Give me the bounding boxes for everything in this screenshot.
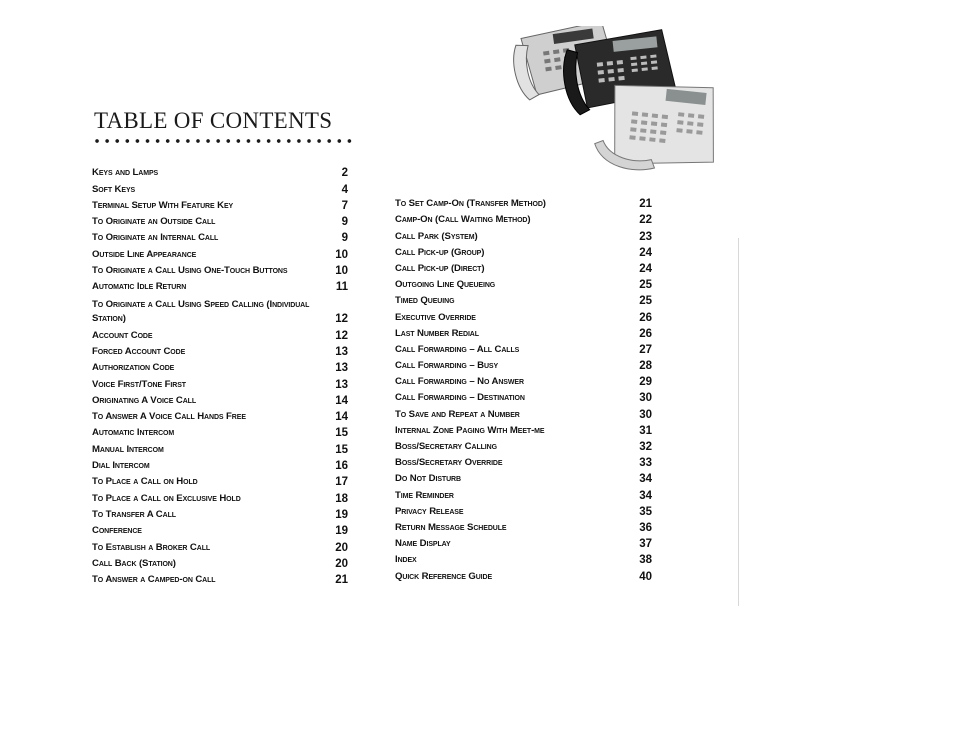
toc-entry[interactable] xyxy=(92,294,348,326)
toc-entry[interactable] xyxy=(395,308,652,324)
toc-entry-page: 13 xyxy=(335,362,348,375)
toc-entry-page: 25 xyxy=(639,279,652,292)
toc-entry-page: 35 xyxy=(639,505,652,518)
page-title: TABLE OF CONTENTS xyxy=(94,108,333,133)
toc-entry[interactable] xyxy=(92,392,348,408)
toc-entry-label: Call Forwarding – No Answer xyxy=(395,376,524,388)
toc-entry[interactable] xyxy=(92,213,348,229)
toc-entry-label: To Originate an Internal Call xyxy=(92,232,219,244)
toc-entry-label: Call Pick-up (Group) xyxy=(395,246,485,258)
toc-entry-page: 13 xyxy=(335,378,348,391)
toc-entry-label: Originating A Voice Call xyxy=(92,394,197,406)
toc-entry-page: 23 xyxy=(639,230,652,243)
toc-entry[interactable] xyxy=(92,245,348,261)
toc-entry[interactable] xyxy=(395,567,652,583)
toc-entry[interactable] xyxy=(92,538,348,554)
toc-entry-label: Conference xyxy=(92,525,142,537)
toc-entry-page: 34 xyxy=(639,489,652,502)
toc-entry-page: 32 xyxy=(639,441,652,453)
toc-entry-label: Call Forwarding – Busy xyxy=(395,360,499,372)
toc-entry-page: 9 xyxy=(341,232,348,245)
toc-entry-label: To Answer A Voice Call Hands Free xyxy=(92,411,246,423)
toc-entry[interactable] xyxy=(92,571,348,587)
toc-entry[interactable] xyxy=(92,359,348,375)
toc-entry-page: 24 xyxy=(639,262,652,275)
toc-entry-label: Automatic Intercom xyxy=(92,427,175,439)
toc-entry[interactable] xyxy=(395,373,652,389)
toc-entry-label: Terminal Setup With Feature Key xyxy=(92,199,234,211)
toc-entry-label: Executive Override xyxy=(395,311,476,323)
toc-entry[interactable] xyxy=(92,408,348,424)
toc-entry[interactable] xyxy=(395,389,652,405)
toc-entry[interactable] xyxy=(395,503,652,519)
toc-entry[interactable] xyxy=(395,260,652,276)
toc-entry[interactable] xyxy=(395,227,652,243)
toc-entry-page: 9 xyxy=(341,216,348,229)
toc-entry-page: 38 xyxy=(639,554,652,567)
toc-entry-page: 10 xyxy=(335,265,348,278)
toc-entry[interactable] xyxy=(395,244,652,260)
toc-entry-label: Keys and Lamps xyxy=(92,167,159,179)
toc-entry-page: 18 xyxy=(335,492,348,505)
toc-entry-page: 30 xyxy=(639,392,652,405)
toc-entry[interactable] xyxy=(395,454,652,470)
toc-entry[interactable] xyxy=(395,341,652,357)
desk-telephones-image xyxy=(490,26,730,176)
toc-entry-page: 14 xyxy=(335,411,348,424)
toc-entry-label: Call Forwarding – Destination xyxy=(395,392,525,404)
toc-entry[interactable] xyxy=(395,276,652,292)
toc-entry-label: Authorization Code xyxy=(92,362,175,374)
toc-entry-page: 37 xyxy=(639,538,652,551)
toc-entry-page: 25 xyxy=(639,295,652,308)
toc-entry-page: 11 xyxy=(335,281,348,294)
toc-entry[interactable] xyxy=(395,292,652,308)
toc-entry[interactable] xyxy=(395,357,652,373)
toc-entry-label: Do Not Disturb xyxy=(395,473,461,485)
toc-entry-label: Automatic Idle Return xyxy=(92,281,187,293)
toc-entry-page: 28 xyxy=(639,360,652,373)
toc-entry-label: To Establish a Broker Call xyxy=(92,541,211,553)
toc-entry[interactable] xyxy=(92,522,348,538)
toc-entry-label: To Transfer A Call xyxy=(92,508,176,520)
toc-entry[interactable] xyxy=(395,438,652,454)
toc-entry-label: Camp-On (Call Waiting Method) xyxy=(395,214,531,226)
toc-entry-page: 34 xyxy=(639,473,652,486)
toc-entry-page: 15 xyxy=(335,443,348,456)
toc-entry[interactable] xyxy=(395,325,652,341)
toc-entry-page: 4 xyxy=(341,183,348,196)
toc-entry-label: To Originate a Call Using Speed Calling (Individual Station) xyxy=(92,299,310,325)
toc-entry-label: Timed Queuing xyxy=(395,295,455,307)
page-edge-rule xyxy=(738,238,739,606)
toc-entry-label: Outside Line Appearance xyxy=(92,248,197,260)
toc-entry[interactable] xyxy=(92,375,348,391)
toc-entry[interactable] xyxy=(92,197,348,213)
toc-entry-label: Call Pick-up (Direct) xyxy=(395,262,485,274)
toc-entry[interactable] xyxy=(92,457,348,473)
toc-entry[interactable] xyxy=(92,229,348,245)
toc-entry-page: 21 xyxy=(335,574,348,587)
toc-entry-label: Return Message Schedule xyxy=(395,521,507,533)
title-dotted-rule xyxy=(92,137,354,145)
toc-entry-page: 16 xyxy=(335,460,348,473)
toc-entry-label: Call Back (Station) xyxy=(92,557,176,569)
toc-entry-label: Soft Keys xyxy=(92,183,136,195)
toc-entry-page: 30 xyxy=(639,408,652,421)
toc-entry[interactable] xyxy=(92,326,348,342)
toc-entry-label: Quick Reference Guide xyxy=(395,570,493,582)
toc-entry[interactable] xyxy=(92,343,348,359)
toc-entry-label: To Originate a Call Using One-Touch Buttons xyxy=(92,265,288,277)
toc-entry[interactable] xyxy=(395,211,652,227)
toc-entry[interactable] xyxy=(92,180,348,196)
toc-entry-label: To Place a Call on Exclusive Hold xyxy=(92,492,241,504)
toc-entry-label: To Originate an Outside Call xyxy=(92,216,216,228)
toc-entry-label: Boss/Secretary Override xyxy=(395,457,503,469)
toc-entry-page: 27 xyxy=(639,343,652,356)
toc-entry-page: 26 xyxy=(639,327,652,340)
toc-entry-page: 19 xyxy=(335,508,348,521)
toc-entry-label: Index xyxy=(395,554,417,566)
toc-entry-page: 40 xyxy=(639,570,652,583)
toc-entry-page: 33 xyxy=(639,457,652,470)
toc-entry-page: 13 xyxy=(335,345,348,358)
toc-entry-label: Last Number Redial xyxy=(395,327,479,339)
toc-entry-label: Time Reminder xyxy=(395,489,454,501)
toc-entry-page: 24 xyxy=(639,246,652,259)
toc-entry[interactable] xyxy=(395,422,652,438)
toc-entry-page: 17 xyxy=(335,476,348,489)
toc-entry-label: Call Forwarding – All Calls xyxy=(395,343,520,355)
toc-entry[interactable] xyxy=(395,486,652,502)
toc-entry-label: Privacy Release xyxy=(395,505,464,517)
toc-entry-label: Outgoing Line Queueing xyxy=(395,279,496,291)
toc-entry[interactable] xyxy=(92,262,348,278)
toc-entry-page: 19 xyxy=(335,525,348,538)
toc-entry[interactable] xyxy=(395,195,652,211)
toc-entry-page: 20 xyxy=(335,541,348,554)
toc-entry-label: To Place a Call on Hold xyxy=(92,476,198,488)
toc-entry-label: Account Code xyxy=(92,329,153,341)
toc-entry-page: 12 xyxy=(335,313,348,326)
toc-entry-page: 20 xyxy=(335,557,348,570)
toc-entry[interactable] xyxy=(395,405,652,421)
toc-entry[interactable] xyxy=(92,440,348,456)
toc-right-column xyxy=(395,195,652,584)
toc-entry[interactable] xyxy=(92,555,348,571)
toc-entry-page: 31 xyxy=(639,424,652,437)
toc-entry-label: To Answer a Camped-on Call xyxy=(92,574,216,586)
toc-entry-label: Call Park (System) xyxy=(395,230,478,242)
toc-entry[interactable] xyxy=(92,489,348,505)
toc-entry-page: 21 xyxy=(639,198,652,211)
toc-entry-page: 29 xyxy=(639,376,652,389)
toc-entry-label: Voice First/Tone First xyxy=(92,378,186,390)
toc-entry[interactable] xyxy=(395,470,652,486)
toc-entry[interactable] xyxy=(395,551,652,567)
toc-entry-label: Forced Account Code xyxy=(92,345,186,357)
toc-entry-page: 2 xyxy=(341,167,348,180)
toc-entry[interactable] xyxy=(92,278,348,294)
toc-entry-label: Name Display xyxy=(395,538,451,550)
toc-entry-page: 10 xyxy=(335,248,348,261)
toc-entry[interactable] xyxy=(92,506,348,522)
toc-entry-page: 12 xyxy=(335,329,348,342)
toc-entry-page: 22 xyxy=(639,214,652,227)
toc-entry[interactable] xyxy=(395,535,652,551)
toc-entry-label: Internal Zone Paging With Meet-me xyxy=(395,424,545,436)
toc-entry[interactable] xyxy=(92,164,348,180)
toc-entry-label: Boss/Secretary Calling xyxy=(395,441,497,452)
toc-entry-label: To Set Camp-On (Transfer Method) xyxy=(395,198,546,210)
toc-entry-label: To Save and Repeat a Number xyxy=(395,408,520,420)
toc-entry-label: Dial Intercom xyxy=(92,460,150,472)
toc-entry-page: 14 xyxy=(335,394,348,407)
toc-entry-label: Manual Intercom xyxy=(92,443,164,455)
toc-entry-page: 7 xyxy=(341,199,348,212)
toc-entry-page: 26 xyxy=(639,311,652,324)
toc-entry-page: 36 xyxy=(639,521,652,534)
toc-left-column xyxy=(92,164,348,587)
toc-entry-page: 15 xyxy=(335,427,348,440)
toc-entry[interactable] xyxy=(395,519,652,535)
toc-entry[interactable] xyxy=(92,424,348,440)
toc-entry[interactable] xyxy=(92,473,348,489)
